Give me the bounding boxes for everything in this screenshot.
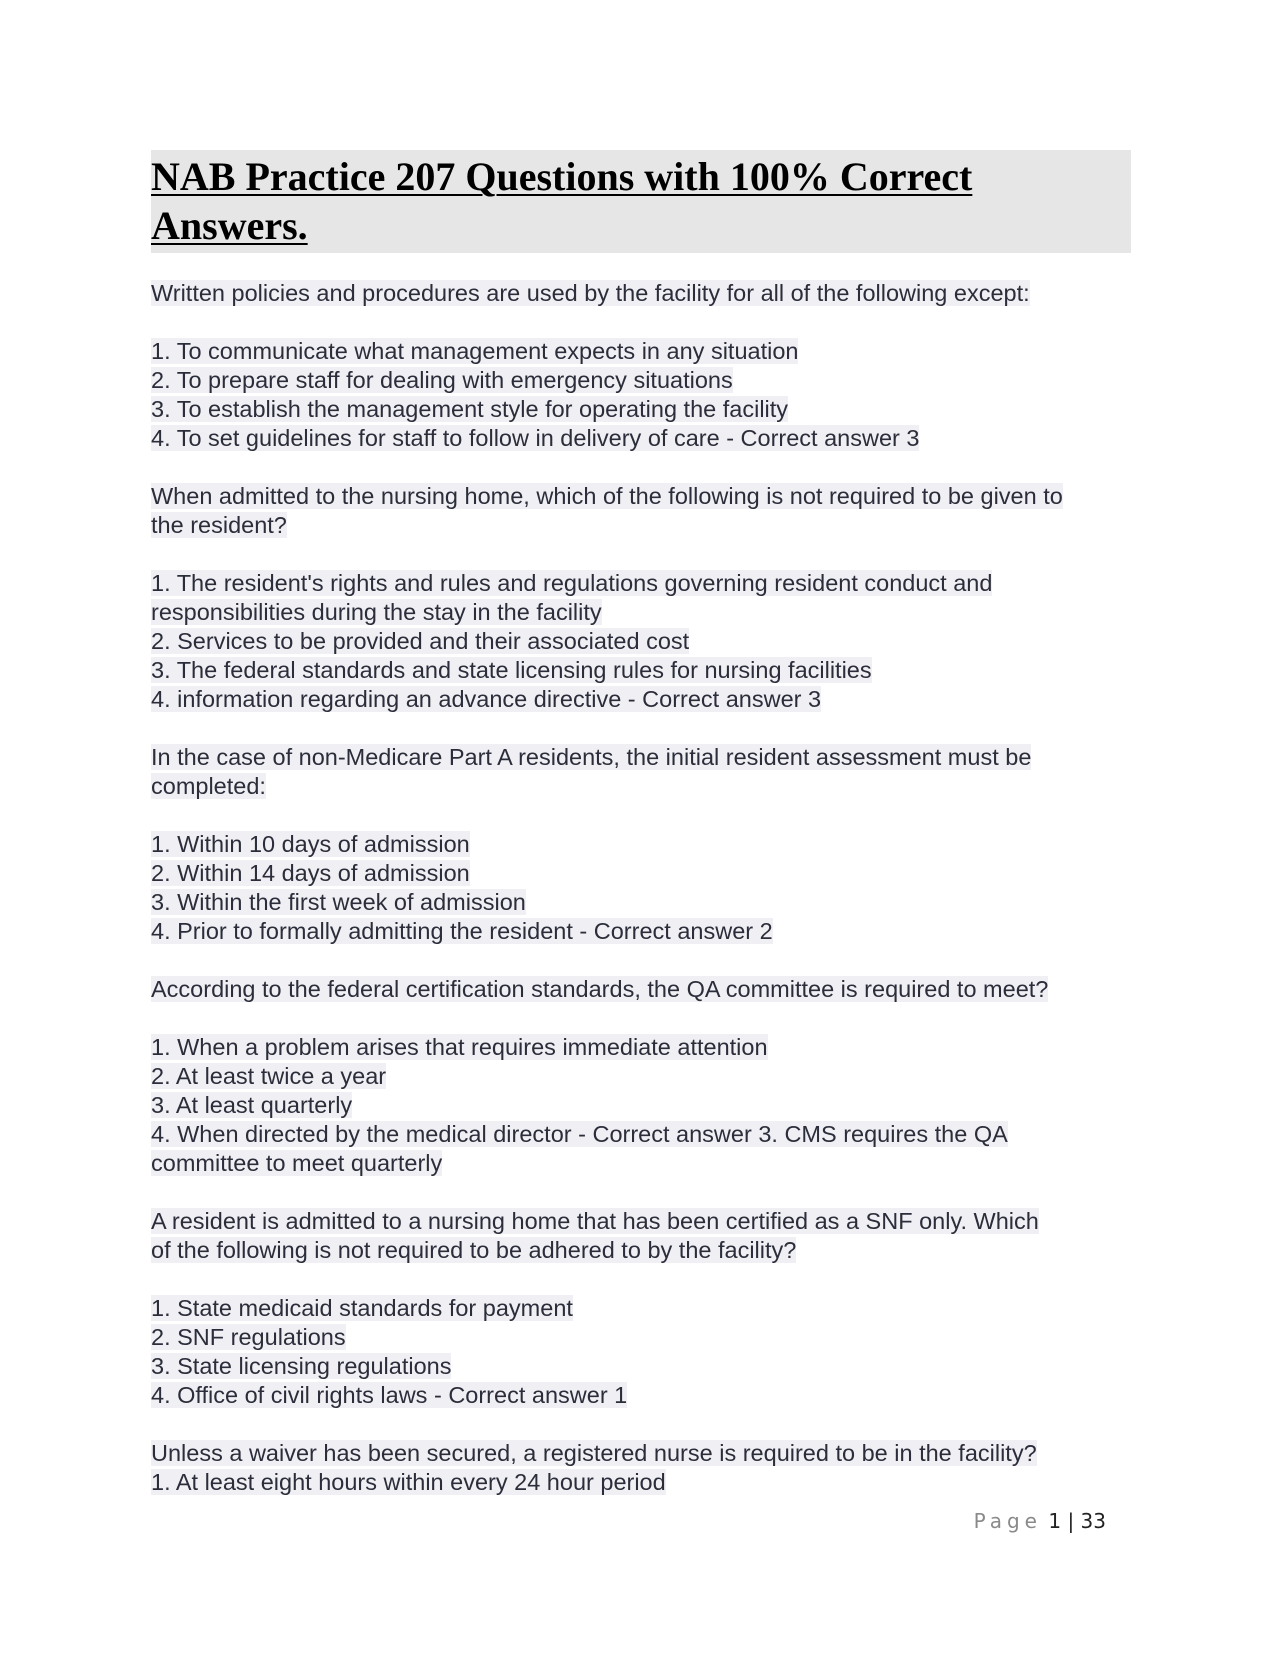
option-line: 2. To prepare staff for dealing with emergency situations	[151, 367, 733, 393]
option-line: 1. At least eight hours within every 24 hour period	[151, 1469, 666, 1495]
option-line: 1. To communicate what management expects in any situation	[151, 338, 799, 364]
question-block	[151, 975, 1131, 1178]
question-text: Unless a waiver has been secured, a registered nurse is required to be in the facility?	[151, 1440, 1037, 1466]
option-line: 2. SNF regulations	[151, 1324, 346, 1350]
total-pages: 33	[1080, 1509, 1106, 1533]
option-line: responsibilities during the stay in the facility	[151, 599, 602, 625]
question-text: A resident is admitted to a nursing home that has been certified as a SNF only. Which	[151, 1208, 1039, 1234]
question-block	[151, 1207, 1131, 1410]
option-line: 2. Services to be provided and their associated cost	[151, 628, 690, 654]
option-line-answer: 4. To set guidelines for staff to follow in delivery of care - Correct answer 3	[151, 425, 920, 451]
option-line: 3. The federal standards and state licensing rules for nursing facilities	[151, 657, 872, 683]
option-line-answer: 4. information regarding an advance directive - Correct answer 3	[151, 686, 822, 712]
question-block	[151, 743, 1131, 946]
question-block	[151, 279, 1131, 453]
option-line: 2. Within 14 days of admission	[151, 860, 470, 886]
title-line-2: Answers.	[151, 203, 308, 248]
option-line: 1. When a problem arises that requires immediate attention	[151, 1034, 768, 1060]
option-line: 1. Within 10 days of admission	[151, 831, 470, 857]
option-line: 3. To establish the management style for operating the facility	[151, 396, 789, 422]
option-line: 3. Within the first week of admission	[151, 889, 526, 915]
option-line: 1. The resident's rights and rules and regulations governing resident conduct and	[151, 570, 993, 596]
question-text: When admitted to the nursing home, which of the following is not required to be given to	[151, 483, 1063, 509]
option-line-answer: 4. Office of civil rights laws - Correct answer 1	[151, 1382, 628, 1408]
page-label: Page	[973, 1509, 1042, 1533]
option-line-answer: committee to meet quarterly	[151, 1150, 443, 1176]
question-text: of the following is not required to be adhered to by the facility?	[151, 1237, 797, 1263]
question-text: completed:	[151, 773, 266, 799]
question-text: Written policies and procedures are used by the facility for all of the following except:	[151, 280, 1030, 306]
option-line-answer: 4. Prior to formally admitting the resident - Correct answer 2	[151, 918, 773, 944]
page-number: 1	[1048, 1509, 1062, 1533]
option-line: 3. At least quarterly	[151, 1092, 353, 1118]
document-page	[151, 150, 1131, 1526]
question-block	[151, 1439, 1131, 1497]
title-block	[151, 150, 1131, 253]
title-line-1: NAB Practice 207 Questions with 100% Correct	[151, 154, 973, 199]
question-text: According to the federal certification standards, the QA committee is required to meet?	[151, 976, 1049, 1002]
option-line: 2. At least twice a year	[151, 1063, 387, 1089]
document-title	[151, 152, 1131, 250]
option-line: 3. State licensing regulations	[151, 1353, 452, 1379]
question-block	[151, 482, 1131, 714]
question-text: In the case of non-Medicare Part A residents, the initial resident assessment must be	[151, 744, 1032, 770]
question-text: the resident?	[151, 512, 287, 538]
option-line-answer: 4. When directed by the medical director - Correct answer 3. CMS requires the QA	[151, 1121, 1008, 1147]
page-separator: |	[1067, 1509, 1075, 1533]
option-line: 1. State medicaid standards for payment	[151, 1295, 573, 1321]
page-footer	[974, 1508, 1106, 1534]
